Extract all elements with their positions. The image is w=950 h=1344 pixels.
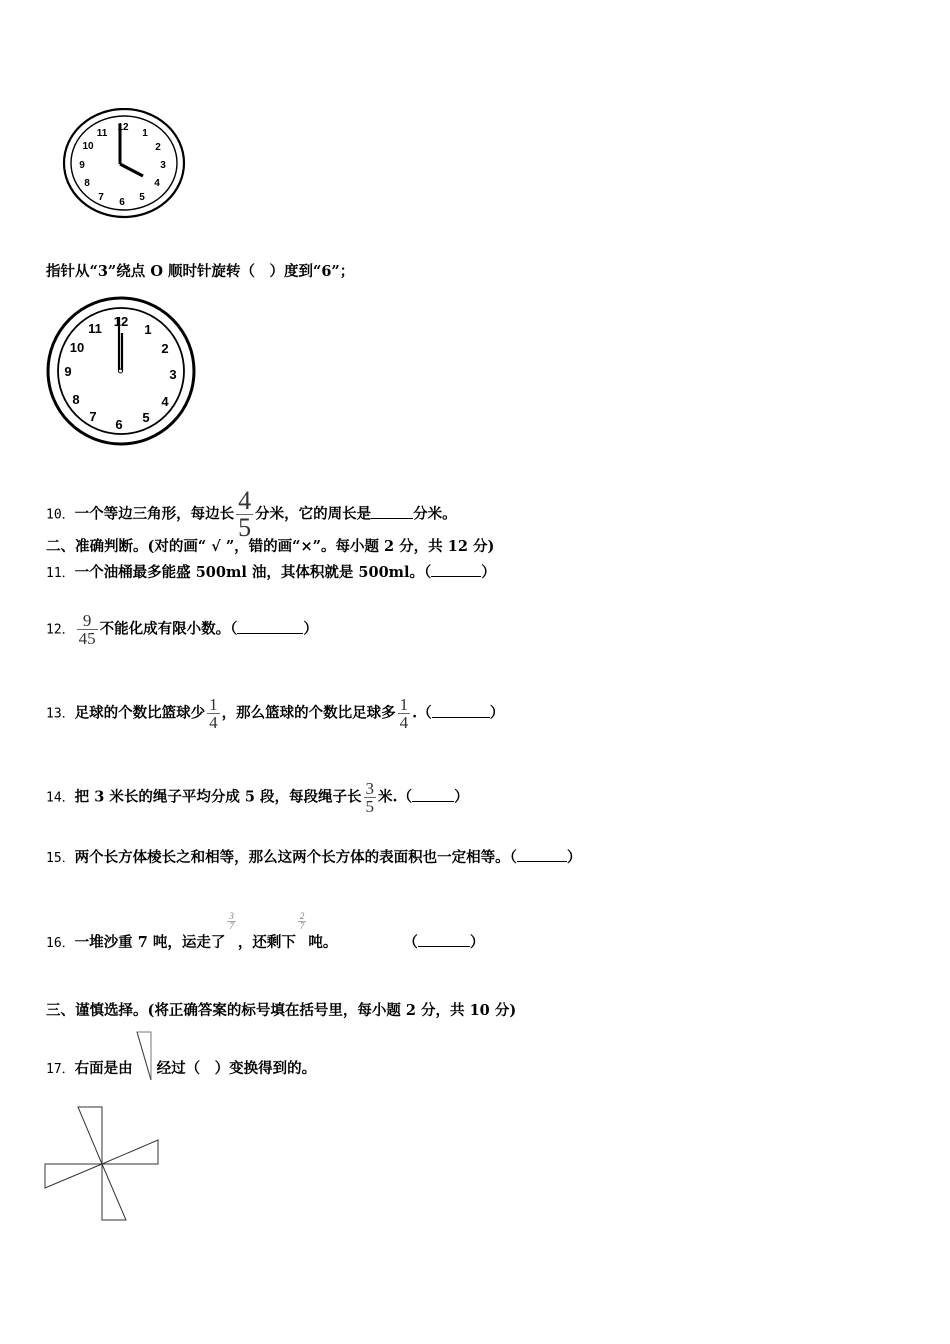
clock1-num-3: 3: [160, 160, 166, 171]
clock1-num-10: 10: [82, 141, 94, 152]
clock2-num-6: 6: [115, 417, 123, 432]
question-15: 15．两个长方体棱长之和相等，那么这两个长方体的表面积也一定相等。（ ）: [46, 849, 582, 866]
fraction-1-4-a: $\frac{1}{4}$: [209, 695, 218, 732]
clock1-num-6: 6: [119, 197, 125, 208]
section-2-title: 二、准确判断。(对的画“ √ ”，错的画“×”。每小题 2 分，共 12 分): [46, 538, 495, 555]
clock2-num-11: 11: [88, 321, 102, 336]
clock1-hour-hand: [120, 164, 143, 176]
clock2-num-7: 7: [89, 409, 97, 424]
fraction-2-7: $\frac{2}{7}$: [299, 911, 305, 931]
answer-blank[interactable]: [237, 619, 303, 634]
section-3-title: 三、谨慎选择。(将正确答案的标号填在括号里，每小题 2 分，共 10 分): [46, 1002, 517, 1019]
question-rotate: 指针从“3”绕点 O 顺时针旋转（ ）度到“6”；: [46, 263, 355, 280]
question-12: 12． $\frac{9}{45}$ 不能化成有限小数。（ ）: [46, 611, 318, 648]
answer-blank[interactable]: [431, 562, 481, 577]
fraction-9-45: $\frac{9}{45}$: [78, 611, 96, 648]
clock2-num-3: 3: [169, 367, 177, 382]
clock1-num-7: 7: [98, 192, 104, 203]
fraction-3-5: $\frac{3}{5}$: [365, 779, 375, 816]
clock1-num-9: 9: [79, 160, 85, 171]
answer-blank[interactable]: [418, 932, 470, 947]
question-17: 17．右面是由 经过（ ）变换得到的。: [46, 1051, 316, 1087]
answer-blank[interactable]: [517, 847, 567, 862]
clock2-num-4: 4: [161, 394, 169, 409]
fraction-3-7: $\frac{3}{7}$: [229, 911, 234, 931]
fraction-4-5: $\frac{4}{5}$: [238, 486, 252, 542]
answer-blank[interactable]: [432, 703, 490, 718]
fraction-1-4-b: $\frac{1}{4}$: [399, 695, 409, 732]
clock2-num-12: 12: [113, 314, 129, 329]
question-16: 16．一堆沙重 7 吨，运走了 $\frac{3}{7}$ ，还剩下 $\frac{2}{7}$ 吨。 （ ）: [46, 911, 485, 951]
clock1-num-4: 4: [154, 178, 160, 189]
clock2-num-10: 10: [69, 340, 85, 355]
question-13: 13．足球的个数比篮球少 $\frac{1}{4}$ ，那么篮球的个数比足球多 $\frac{1}{4}$ .（ ）: [46, 695, 505, 732]
clock2-num-5: 5: [142, 410, 150, 425]
clock1-num-12: 12: [117, 122, 129, 133]
clock1-num-5: 5: [139, 192, 145, 203]
answer-blank[interactable]: [371, 504, 413, 519]
answer-blank[interactable]: [412, 787, 454, 802]
pinwheel-figure: [44, 1104, 162, 1224]
question-10: 10．一个等边三角形，每边长 $\frac{4}{5}$ 分米，它的周长是 分米。: [46, 486, 457, 542]
clock1-num-1: 1: [142, 128, 148, 139]
clock2-num-8: 8: [72, 392, 80, 407]
clock2-num-9: 9: [64, 364, 72, 379]
triangle-shape-icon: [135, 1031, 155, 1087]
clock-4-oclock: [62, 108, 188, 220]
clock1-num-11: 11: [96, 128, 108, 139]
clock1-num-2: 2: [155, 142, 161, 153]
clock1-num-8: 8: [84, 178, 90, 189]
question-14: 14．把 3 米长的绳子平均分成 5 段，每段绳子长 $\frac{3}{5}$ 米.（ ）: [46, 779, 469, 816]
clock-12-oclock: [45, 295, 197, 447]
clock2-num-1: 1: [144, 322, 152, 337]
question-11: 11．一个油桶最多能盛 500ml 油，其体积就是 500ml。（ ）: [46, 564, 496, 581]
clock2-num-2: 2: [161, 341, 169, 356]
